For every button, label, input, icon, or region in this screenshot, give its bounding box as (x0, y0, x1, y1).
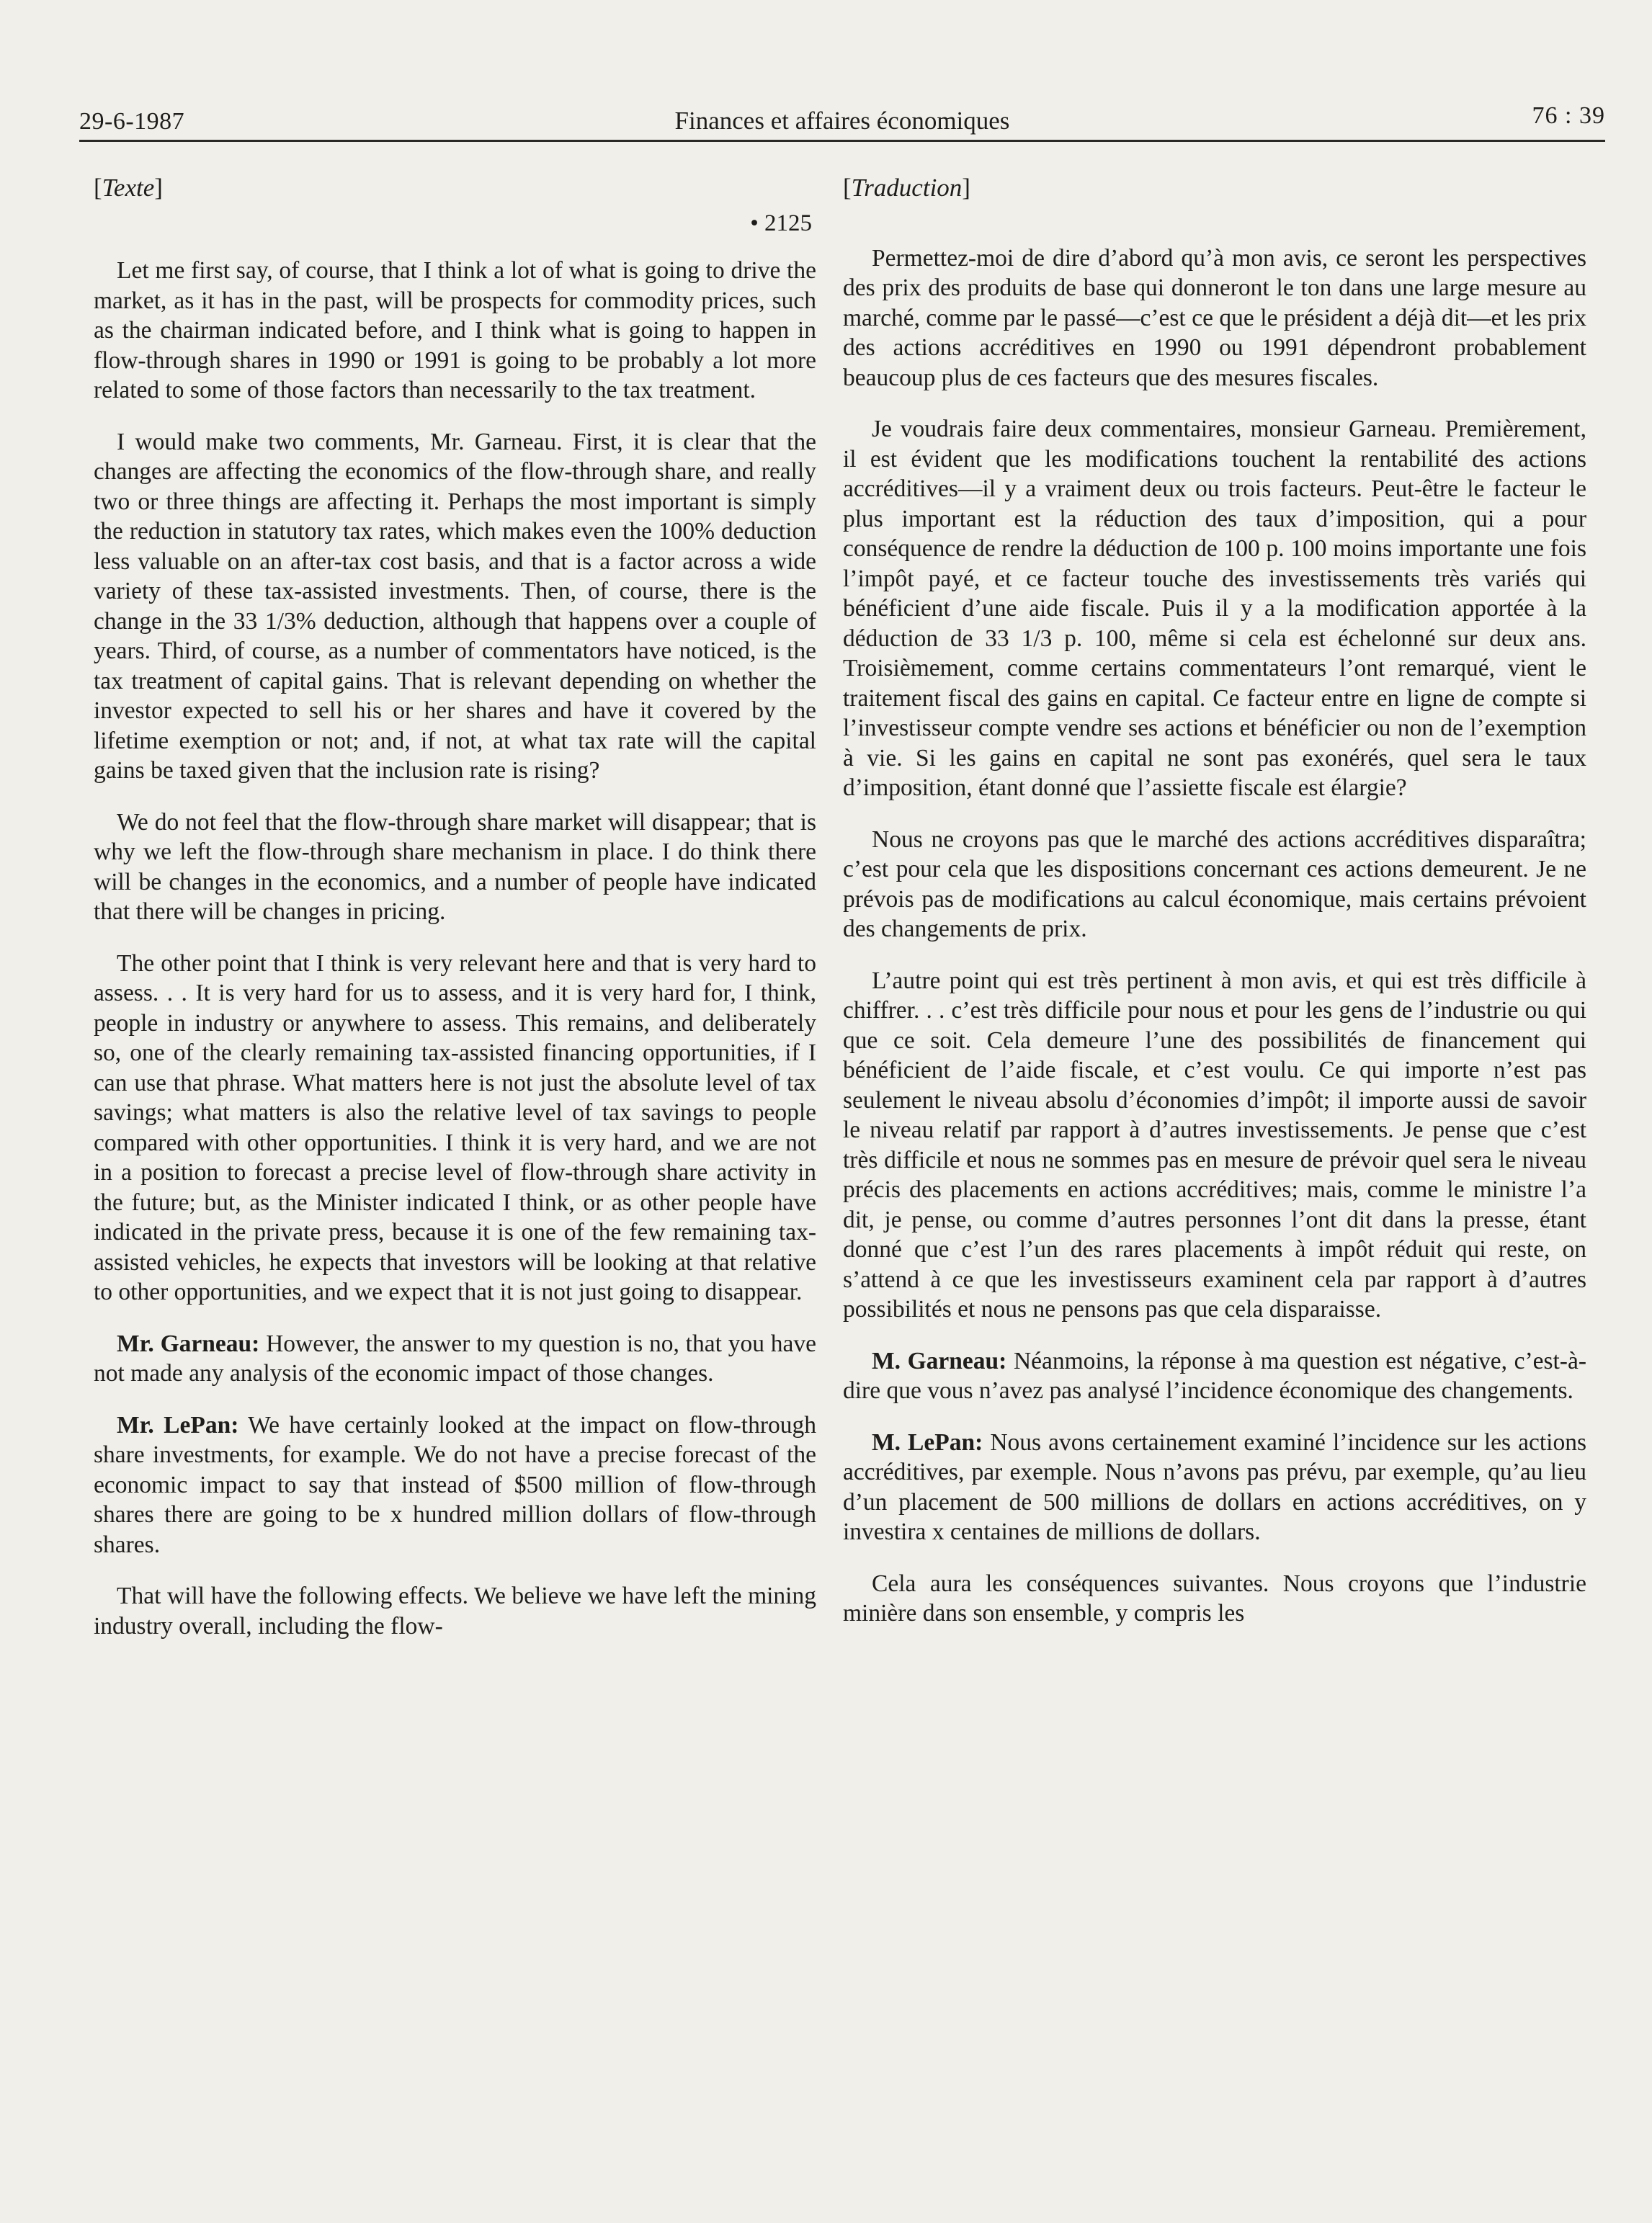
paragraph-text: Nous avons certainement examiné l’incidence sur les actions accréditives, par exemple. Nous n’avons pas prévu, par exemple, qu’au lieu d’un placement de 500 millions de dollars en actions accréditives, on y investira x centaines de millions de dollars. (843, 1428, 1586, 1545)
speaker-name: M. Garneau: (872, 1347, 1007, 1374)
speaker-name: Mr. Garneau: (117, 1330, 260, 1357)
sitting-date: 29-6-1987 (79, 108, 185, 135)
english-paragraph (94, 256, 816, 406)
french-paragraph (843, 966, 1586, 1325)
french-column (843, 173, 1586, 1650)
paragraph-text: We do not feel that the flow-through share market will disappear; that is why we left the flow-through share mechanism in place. I do think there will be changes in the economics, and a number of people have indicated that there will be changes in pricing. (94, 808, 816, 925)
time-marker: • 2125 (750, 210, 812, 236)
french-paragraph (843, 825, 1586, 944)
french-paragraph (843, 414, 1586, 803)
paragraph-text: Néanmoins, la réponse à ma question est négative, c’est-à-dire que vous n’avez pas analysé l’incidence économique des changements. (843, 1347, 1586, 1404)
speaker-name: M. LePan: (872, 1428, 983, 1456)
english-paragraphs (94, 256, 816, 1641)
english-label: [Texte] (94, 174, 163, 202)
paragraph-text: That will have the following effects. We believe we have left the mining industry overall, including the flow- (94, 1583, 816, 1640)
french-paragraph (843, 1569, 1586, 1629)
paragraph-text: However, the answer to my question is no, that you have not made any analysis of the economic impact of those changes. (94, 1330, 816, 1387)
running-head (79, 92, 1605, 142)
page-number: 76 : 39 (1532, 102, 1605, 129)
paragraph-text: The other point that I think is very relevant here and that is very hard to assess. . . It is very hard for us to assess, and it is very hard for, I think, people in industry or anywhere to assess. This remains, and deliberately so, one of the clearly remaining tax-assisted financing opportunities, if I can use that phrase. What matters here is not just the absolute level of tax savings; what matters is also the relative level of tax savings to people compared with other opportunities. I think it is very hard, and we are not in a position to forecast a precise level of flow-through share activity in the future; but, as the Minister indicated I think, or as other people have indicated in the private press, because it is one of the few remaining tax-assisted vehicles, he expects that investors will be looking at that relative to other opportunities, and we expect that it is not just going to disappear. (94, 949, 816, 1305)
english-paragraph (94, 949, 816, 1307)
paragraph-text: We have certainly looked at the impact on flow-through share investments, for example. We do not have a precise forecast of the economic impact to say that instead of $500 million of flow-through shares there are going to be x hundred million dollars of flow-through shares. (94, 1411, 816, 1558)
french-paragraph (843, 243, 1586, 393)
paragraph-text: L’autre point qui est très pertinent à mon avis, et qui est très difficile à chiffrer. . . c’est très difficile pour nous et pour les gens de l’industrie ou qui que ce soit. Cela demeure l’une des possibilités de financement qui bénéficient de l’aide fiscale, et c’est voulu. Ce qui importe n’est pas seulement le niveau absolu d’économies d’impôt; il importe aussi de savoir le niveau relatif par rapport à d’autres investissements. Je pense que c’est très difficile et nous ne sommes pas en mesure de prévoir quel sera le niveau précis des placements en actions accréditives; mais, comme le ministre l’a dit, je pense, ou comme d’autres personnes l’ont dit dans la presse, étant donné que c’est l’un des rares placements à impôt réduit qui reste, on s’attend à ce que les investisseurs examinent cela par rapport à d’autres possibilités et nous ne pensons pas que cela disparaisse. (843, 967, 1586, 1323)
english-paragraph (94, 1581, 816, 1641)
paragraph-text: Nous ne croyons pas que le marché des actions accréditives disparaîtra; c’est pour cela que les dispositions concernant ces actions demeurent. Je ne prévois pas de modifications au calcul économique, mais certains prévoient des changements de prix. (843, 826, 1586, 942)
committee-title: Finances et affaires économiques (674, 107, 1010, 135)
english-paragraph (94, 1410, 816, 1560)
french-paragraph (843, 1428, 1586, 1547)
speaker-name: Mr. LePan: (117, 1411, 239, 1439)
french-paragraph (843, 1346, 1586, 1406)
paragraph-text: Permettez-moi de dire d’abord qu’à mon avis, ce seront les perspectives des prix des produits de base qui donneront le ton dans une large mesure au marché, comme par le passé—c’est ce que le président a déjà dit—et les prix des actions accréditives en 1990 ou 1991 dépendront probablement beaucoup plus de ces facteurs que des mesures fiscales. (843, 244, 1586, 391)
english-paragraph (94, 1329, 816, 1389)
english-column (94, 173, 816, 1663)
paragraph-text: Je voudrais faire deux commentaires, monsieur Garneau. Premièrement, il est évident que les modifications touchent la rentabilité des actions accréditives—il y a vraiment deux ou trois facteurs. Peut-être le facteur le plus important est la réduction des taux d’imposition, qui a pour conséquence de rendre la déduction de 100 p. 100 moins importante une fois l’impôt payé, et ce facteur touche des investissements très variés qui bénéficient d’une aide fiscale. Puis il y a la modification apportée à la déduction de 33 1/3 p. 100, même si cela est échelonné sur deux ans. Troisièmement, comme certains commentateurs l’ont remarqué, vient le traitement fiscal des gains en capital. Ce facteur entre en ligne de compte si l’investisseur compte vendre ses actions et bénéficier ou non de l’exemption à vie. Si les gains en capital ne sont pas exonérés, quel sera le taux d’imposition, étant donné que l’assiette fiscale est élargie? (843, 416, 1586, 801)
paragraph-text: Let me first say, of course, that I think a lot of what is going to drive the market, as it has in the past, will be prospects for commodity prices, such as the chairman indicated before, and I think what is going to happen in flow-through shares in 1990 or 1991 is going to be probably a lot more related to some of those factors than necessarily to the tax treatment. (94, 257, 816, 403)
paragraph-text: I would make two comments, Mr. Garneau. First, it is clear that the changes are affecting the economics of the flow-through share, and really two or three things are affecting it. Perhaps the most important is simply the reduction in statutory tax rates, which makes even the 100% deduction less valuable on an after-tax cost basis, and that is a factor across a wide variety of these tax-assisted investments. Then, of course, there is the change in the 33 1/3% deduction, although that happens over a couple of years. Third, of course, as a number of commentators have noticed, is the tax treatment of capital gains. That is relevant depending on whether the investor expected to sell his or her shares and have it covered by the lifetime exemption or not; and, if not, at what tax rate will the capital gains be taxed given that the inclusion rate is rising? (94, 428, 816, 784)
paragraph-text: Cela aura les conséquences suivantes. Nous croyons que l’industrie minière dans son ensemble, y compris les (843, 1570, 1586, 1627)
french-paragraphs (843, 243, 1586, 1629)
english-paragraph (94, 427, 816, 786)
english-paragraph (94, 808, 816, 927)
french-label: [Traduction] (843, 174, 970, 202)
